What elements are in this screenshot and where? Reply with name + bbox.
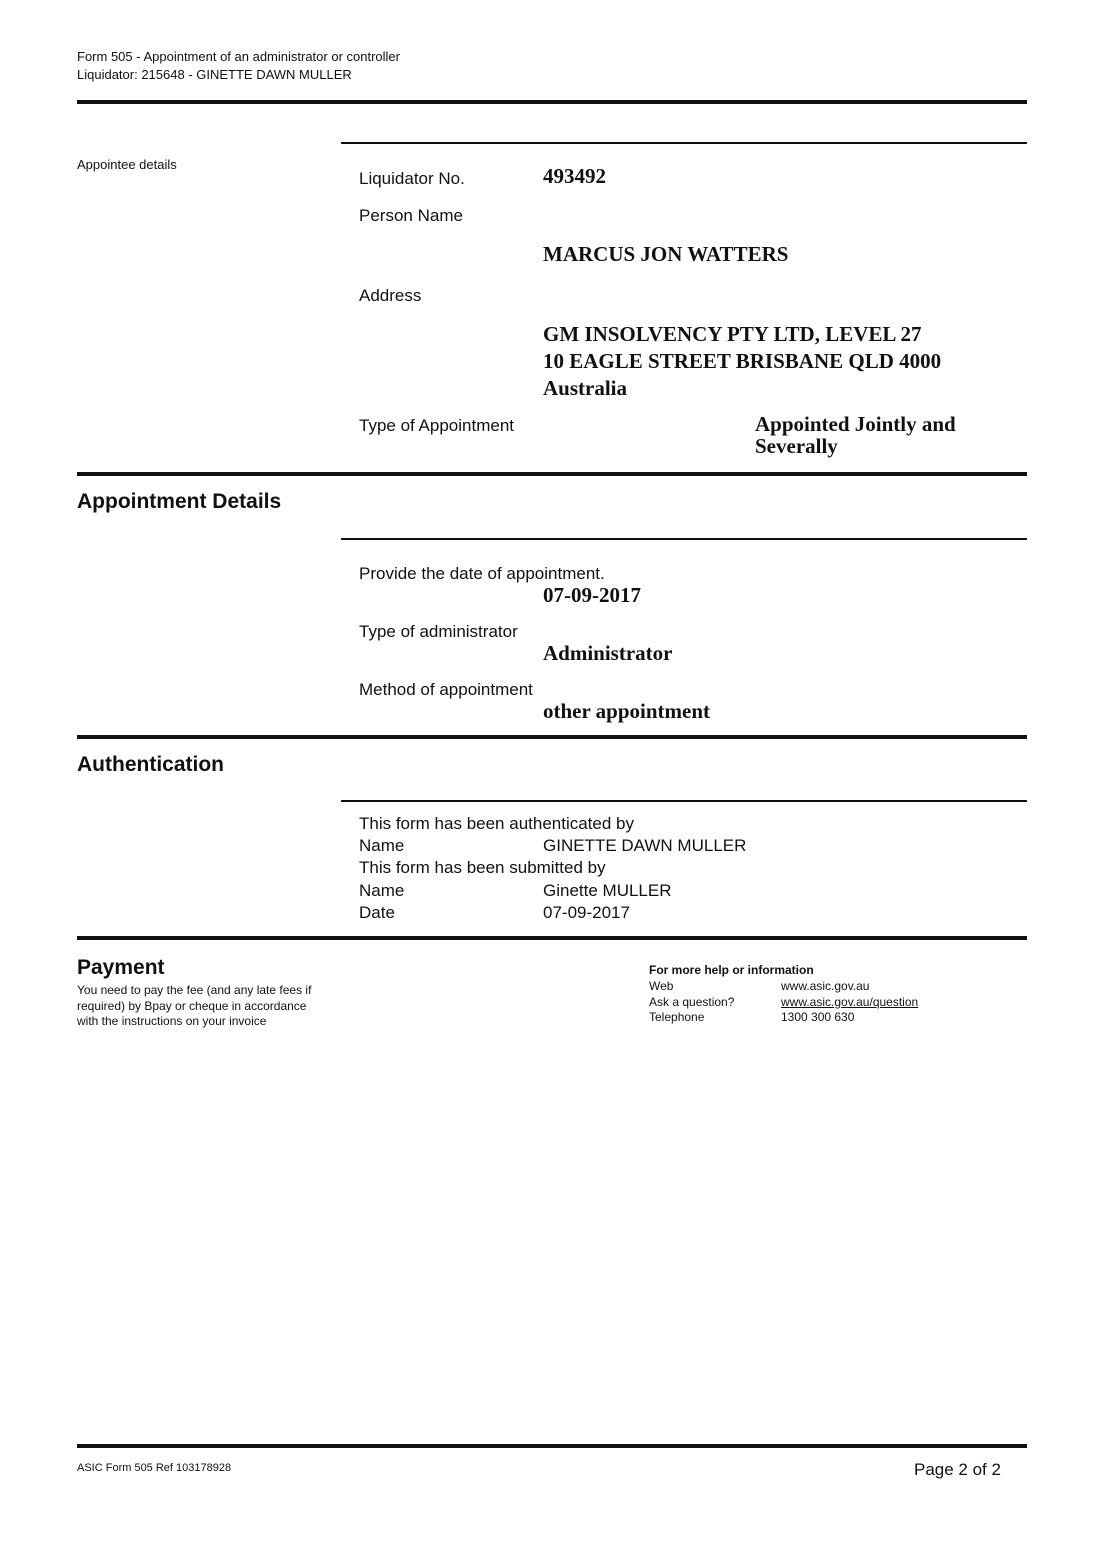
authentication-divider (341, 800, 1027, 802)
liquidator-no-label: Liquidator No. (359, 169, 465, 188)
help-title: For more help or information (649, 963, 814, 977)
page-number: Page 2 of 2 (914, 1460, 1001, 1479)
help-web-link[interactable]: www.asic.gov.au (781, 979, 870, 993)
authentication-end-divider (77, 936, 1027, 940)
appointment-method-value: other appointment (543, 699, 711, 723)
submission-date-label: Date (359, 903, 395, 922)
submitted-name-value: Ginette MULLER (543, 881, 672, 900)
footer-divider (77, 1444, 1027, 1448)
appointment-type-value-line-2: Severally (755, 434, 838, 458)
help-question-link[interactable]: www.asic.gov.au/question (781, 995, 919, 1009)
help-telephone-value: 1300 300 630 (781, 1010, 855, 1024)
administrator-type-value: Administrator (543, 641, 673, 665)
address-line-1: GM INSOLVENCY PTY LTD, LEVEL 27 (543, 322, 922, 346)
appointee-end-divider (77, 472, 1027, 476)
appointment-details-divider (341, 538, 1027, 540)
authenticated-name-label: Name (359, 836, 405, 855)
appointment-date-label: Provide the date of appointment. (359, 564, 605, 583)
liquidator-line: Liquidator: 215648 - GINETTE DAWN MULLER (77, 67, 352, 82)
help-question-label: Ask a question? (649, 995, 735, 1009)
appointment-date-value: 07-09-2017 (543, 583, 641, 607)
appointment-method-label: Method of appointment (359, 680, 533, 699)
address-line-3: Australia (543, 376, 627, 400)
submitted-name-label: Name (359, 881, 405, 900)
form-title: Form 505 - Appointment of an administrator or controller (77, 49, 400, 64)
help-web-label: Web (649, 979, 674, 993)
address-label: Address (359, 286, 422, 305)
appointment-details-end-divider (77, 735, 1027, 739)
person-name-label: Person Name (359, 206, 463, 225)
authenticated-name-value: GINETTE DAWN MULLER (543, 836, 747, 855)
payment-text-line-3: with the instructions on your invoice (77, 1014, 267, 1028)
submission-date-value: 07-09-2017 (543, 903, 630, 922)
submitted-by-text: This form has been submitted by (359, 858, 606, 877)
appointee-divider (341, 142, 1027, 144)
footer-ref: ASIC Form 505 Ref 103178928 (77, 1462, 232, 1474)
help-telephone-label: Telephone (649, 1010, 705, 1024)
person-name-value: MARCUS JON WATTERS (543, 242, 789, 266)
authentication-title: Authentication (77, 753, 224, 776)
appointment-details-title: Appointment Details (77, 490, 282, 513)
administrator-type-label: Type of administrator (359, 622, 518, 641)
appointment-type-label: Type of Appointment (359, 416, 514, 435)
appointment-type-value-line-1: Appointed Jointly and (755, 412, 956, 436)
liquidator-no-value: 493492 (543, 164, 606, 188)
appointee-section-label: Appointee details (77, 157, 177, 172)
payment-text-line-2: required) by Bpay or cheque in accordance (77, 998, 307, 1013)
payment-title: Payment (77, 956, 165, 979)
header-divider (77, 100, 1027, 104)
payment-text-line-1: You need to pay the fee (and any late fees if (77, 983, 312, 997)
address-line-2: 10 EAGLE STREET BRISBANE QLD 4000 (543, 349, 942, 373)
authenticated-by-text: This form has been authenticated by (359, 814, 634, 833)
